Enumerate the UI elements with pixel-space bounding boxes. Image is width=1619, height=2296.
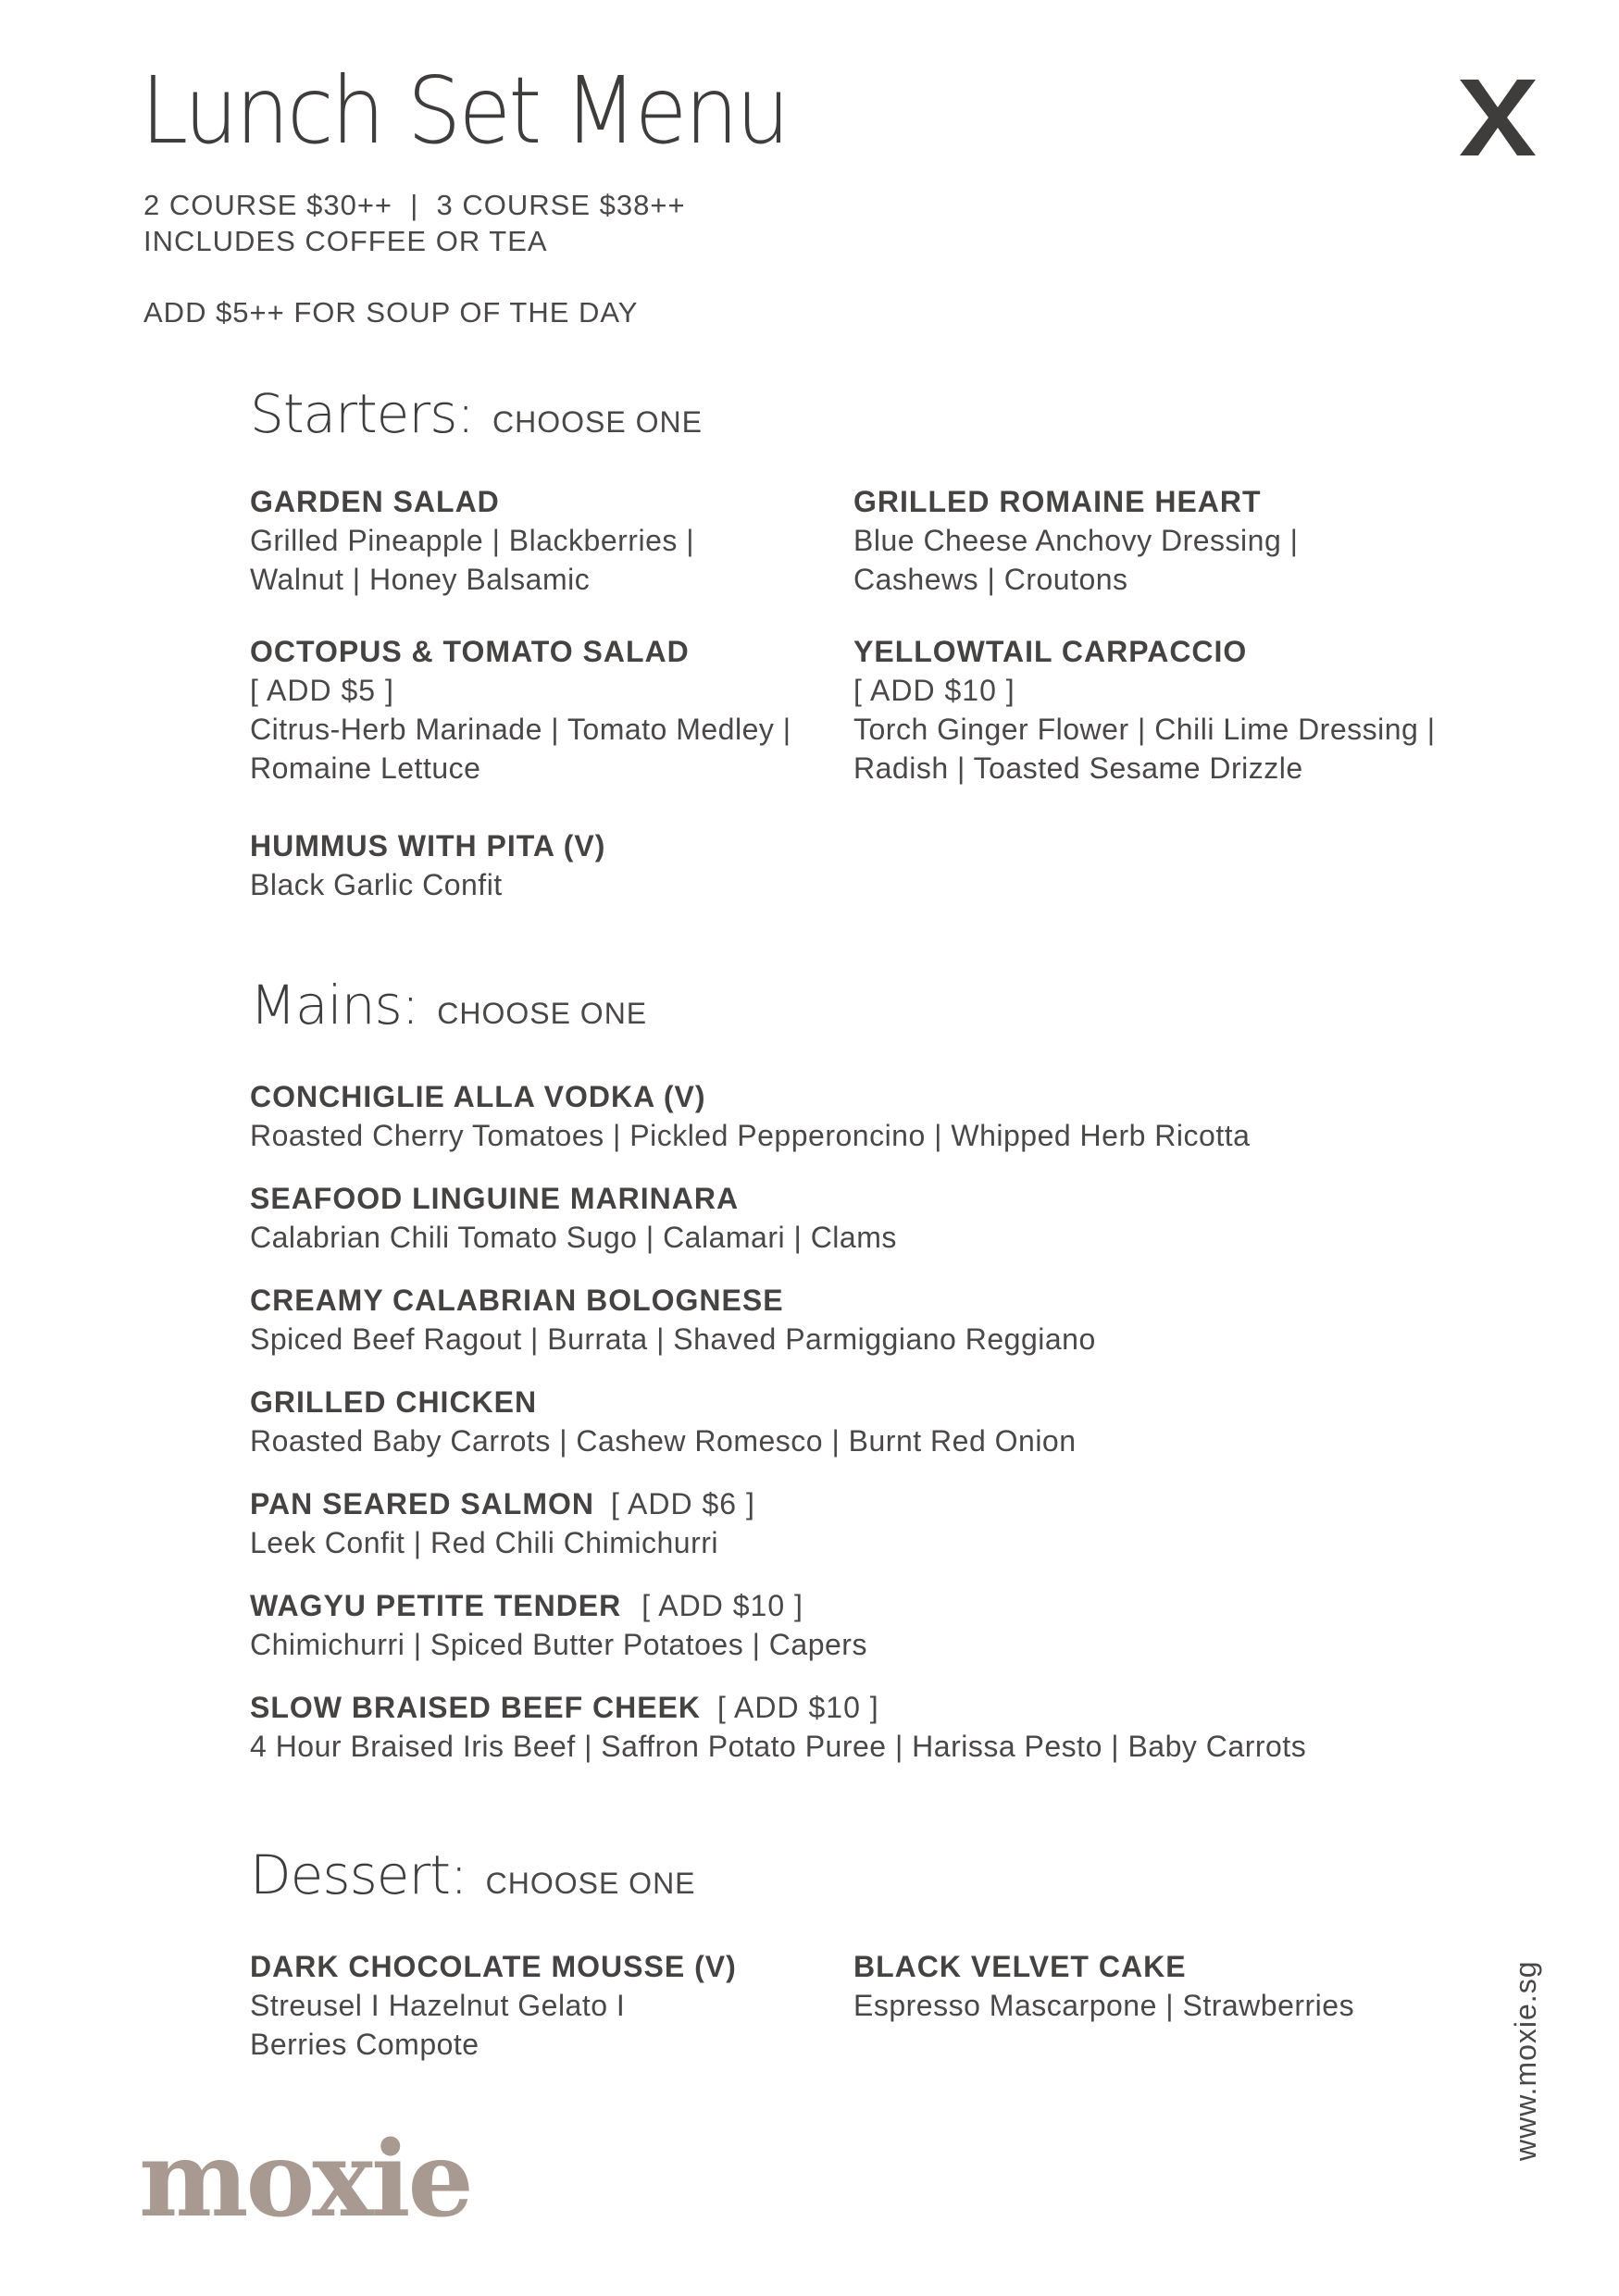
menu-item — [250, 1179, 897, 1257]
section-note: CHOOSE ONE — [485, 1867, 696, 1900]
item-desc: 4 Hour Braised Iris Beef | Saffron Potato Puree | Harissa Pesto | Baby Carrots — [250, 1730, 1307, 1763]
item-desc: Chimichurri | Spiced Butter Potatoes | Capers — [250, 1628, 867, 1661]
menu-item — [853, 482, 1298, 599]
item-desc: Streusel I Hazelnut Gelato I — [250, 1989, 626, 2022]
item-desc: Radish | Toasted Sesame Drizzle — [853, 751, 1303, 785]
menu-item — [250, 1947, 737, 2064]
menu-item — [250, 1688, 1306, 1766]
section-note: CHOOSE ONE — [492, 405, 703, 439]
item-desc: Walnut | Honey Balsamic — [250, 563, 591, 596]
mains-heading — [250, 974, 648, 1036]
item-desc: Berries Compote — [250, 2028, 479, 2061]
section-note: CHOOSE ONE — [437, 997, 648, 1030]
page-title: Lunch Set Menu — [141, 56, 788, 165]
menu-item — [853, 1947, 1354, 2025]
item-desc: Calabrian Chili Tomato Sugo | Calamari | Clams — [250, 1221, 897, 1254]
item-desc: Blue Cheese Anchovy Dressing | — [853, 524, 1299, 557]
menu-item — [250, 482, 694, 599]
website-url[interactable]: www.moxie.sg — [1509, 1960, 1542, 2161]
menu-item — [250, 1586, 867, 1664]
item-name: GRILLED ROMAINE HEART — [853, 485, 1262, 518]
menu-item — [250, 1383, 1077, 1460]
pricing-line: 2 COURSE $30++ | 3 COURSE $38++ — [143, 189, 686, 221]
item-name: YELLOWTAIL CARPACCIO — [853, 635, 1248, 668]
menu-item — [250, 1484, 755, 1562]
menu-item — [250, 1281, 1096, 1359]
moxie-logo: moxie — [139, 2119, 471, 2240]
soup-addon-line: ADD $5++ FOR SOUP OF THE DAY — [143, 296, 639, 329]
item-name: WAGYU PETITE TENDER — [250, 1589, 622, 1622]
starters-heading — [250, 382, 703, 445]
item-name: CREAMY CALABRIAN BOLOGNESE — [250, 1284, 784, 1317]
item-name: CONCHIGLIE ALLA VODKA (V) — [250, 1080, 706, 1113]
item-desc: Cashews | Croutons — [853, 563, 1128, 596]
item-name: GRILLED CHICKEN — [250, 1385, 538, 1419]
item-desc: Roasted Cherry Tomatoes | Pickled Pepperoncino | Whipped Herb Ricotta — [250, 1119, 1251, 1152]
item-name: DARK CHOCOLATE MOUSSE (V) — [250, 1950, 737, 1983]
menu-item — [250, 632, 791, 788]
item-desc: Citrus-Herb Marinade | Tomato Medley | — [250, 713, 791, 746]
item-addon-price: [ ADD $10 ] — [853, 674, 1015, 707]
item-name: OCTOPUS & TOMATO SALAD — [250, 635, 690, 668]
item-name: PAN SEARED SALMON — [250, 1487, 594, 1520]
item-desc: Grilled Pineapple | Blackberries | — [250, 524, 695, 557]
menu-item — [250, 826, 605, 904]
item-addon-price: [ ADD $6 ] — [610, 1487, 755, 1520]
item-addon-price: [ ADD $5 ] — [250, 674, 394, 707]
menu-item — [250, 1077, 1250, 1155]
item-desc: Romaine Lettuce — [250, 751, 481, 785]
item-addon-price: [ ADD $10 ] — [717, 1691, 879, 1724]
menu-item — [853, 632, 1436, 788]
x-logo-icon — [1458, 78, 1538, 157]
item-desc: Spiced Beef Ragout | Burrata | Shaved Parmiggiano Reggiano — [250, 1322, 1096, 1356]
item-desc: Torch Ginger Flower | Chili Lime Dressing | — [853, 713, 1436, 746]
item-name: SEAFOOD LINGUINE MARINARA — [250, 1182, 740, 1215]
item-desc: Black Garlic Confit — [250, 868, 503, 901]
includes-line: INCLUDES COFFEE OR TEA — [143, 225, 548, 257]
section-title: Mains: — [250, 974, 419, 1036]
item-desc: Roasted Baby Carrots | Cashew Romesco | Burnt Red Onion — [250, 1424, 1077, 1458]
section-title: Dessert: — [250, 1843, 467, 1906]
item-desc: Leek Confit | Red Chili Chimichurri — [250, 1526, 718, 1559]
item-desc: Espresso Mascarpone | Strawberries — [853, 1989, 1355, 2022]
item-name: SLOW BRAISED BEEF CHEEK — [250, 1691, 702, 1724]
item-name: BLACK VELVET CAKE — [853, 1950, 1187, 1983]
item-name: HUMMUS WITH PITA (V) — [250, 829, 606, 863]
item-name: GARDEN SALAD — [250, 485, 500, 518]
dessert-heading — [250, 1843, 696, 1906]
item-addon-price: [ ADD $10 ] — [641, 1589, 803, 1622]
section-title: Starters: — [250, 382, 474, 445]
